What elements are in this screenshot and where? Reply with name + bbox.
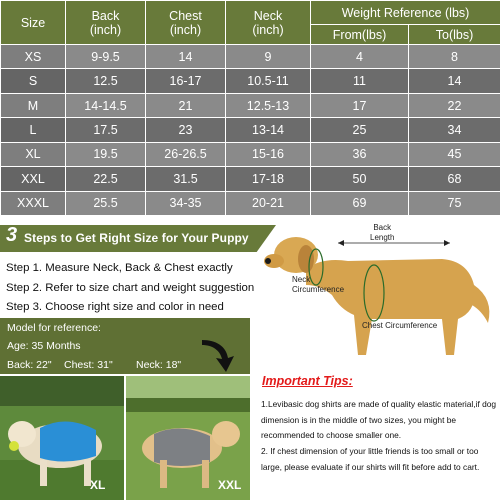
from-cell: 4 <box>311 45 409 69</box>
chest-cell: 34-35 <box>146 191 226 215</box>
dog-measurement-diagram <box>262 215 500 375</box>
header-weight-reference: Weight Reference (lbs) <box>311 1 500 25</box>
table-row <box>1 167 500 191</box>
model-age: Age: 35 Months <box>7 340 81 352</box>
size-cell: M <box>1 93 66 117</box>
back-cell: 22.5 <box>66 167 146 191</box>
from-cell: 50 <box>311 167 409 191</box>
chest-cell: 31.5 <box>146 167 226 191</box>
header-to: To(lbs) <box>409 25 500 45</box>
size-cell: XL <box>1 142 66 166</box>
size-chart-table <box>0 0 500 216</box>
photo-label-xxl: XXL <box>218 478 242 492</box>
step-1: Step 1. Measure Neck, Back & Chest exactly <box>6 262 233 274</box>
photo-xl-dog <box>0 376 124 500</box>
table-row <box>1 93 500 117</box>
chest-cell: 16-17 <box>146 69 226 93</box>
back-cell: 9-9.5 <box>66 45 146 69</box>
from-cell: 25 <box>311 118 409 142</box>
photo-xxl-dog <box>126 376 250 500</box>
to-cell: 22 <box>409 93 500 117</box>
header-neck: Neck (inch) <box>226 1 311 45</box>
tip-1: 1.Levibasic dog shirts are made of quality elastic material,if dog dimension is in the middle of two sizes, you might be recommended to choose smaller one. <box>261 399 497 440</box>
steps-count: 3 <box>6 224 18 246</box>
back-cell: 19.5 <box>66 142 146 166</box>
from-cell: 11 <box>311 69 409 93</box>
step-2: Step 2. Refer to size chart and weight suggestion <box>6 282 255 294</box>
label-chest-circumference: Chest Circumference <box>362 321 438 330</box>
model-back: Back: 22" <box>7 359 52 371</box>
label-neck-circumference: Neck Circumference <box>292 275 345 294</box>
size-cell: XS <box>1 45 66 69</box>
size-cell: L <box>1 118 66 142</box>
chest-cell: 26-26.5 <box>146 142 226 166</box>
table-row <box>1 69 500 93</box>
back-cell: 17.5 <box>66 118 146 142</box>
header-size: Size <box>1 1 66 45</box>
neck-cell: 9 <box>226 45 311 69</box>
steps-banner-title: Steps to Get Right Size for Your Puppy <box>24 231 249 245</box>
table-row <box>1 45 500 69</box>
to-cell: 45 <box>409 142 500 166</box>
size-cell: S <box>1 69 66 93</box>
model-neck: Neck: 18" <box>136 359 182 371</box>
model-heading: Model for reference: <box>7 322 101 334</box>
neck-cell: 15-16 <box>226 142 311 166</box>
to-cell: 68 <box>409 167 500 191</box>
from-cell: 17 <box>311 93 409 117</box>
table-row <box>1 142 500 166</box>
chest-cell: 21 <box>146 93 226 117</box>
chest-cell: 23 <box>146 118 226 142</box>
neck-cell: 13-14 <box>226 118 311 142</box>
table-row <box>1 118 500 142</box>
back-cell: 25.5 <box>66 191 146 215</box>
neck-cell: 20-21 <box>226 191 311 215</box>
label-back-length: Back Length <box>370 223 395 242</box>
from-cell: 36 <box>311 142 409 166</box>
to-cell: 34 <box>409 118 500 142</box>
header-from: From(lbs) <box>311 25 409 45</box>
photo-label-xl: XL <box>90 478 106 492</box>
back-cell: 12.5 <box>66 69 146 93</box>
to-cell: 14 <box>409 69 500 93</box>
neck-cell: 17-18 <box>226 167 311 191</box>
neck-cell: 12.5-13 <box>226 93 311 117</box>
step-3: Step 3. Choose right size and color in need <box>6 301 224 313</box>
neck-cell: 10.5-11 <box>226 69 311 93</box>
to-cell: 8 <box>409 45 500 69</box>
header-chest: Chest (inch) <box>146 1 226 45</box>
to-cell: 75 <box>409 191 500 215</box>
chest-cell: 14 <box>146 45 226 69</box>
tip-2: 2. If chest dimension of your little friends is too small or too large, please evaluate if our shirts will fit before add to cart. <box>261 446 480 472</box>
important-tips-title: Important Tips: <box>262 374 353 388</box>
size-cell: XXXL <box>1 191 66 215</box>
back-cell: 14-14.5 <box>66 93 146 117</box>
curved-arrow-icon <box>198 334 242 374</box>
from-cell: 69 <box>311 191 409 215</box>
model-chest: Chest: 31" <box>64 359 113 371</box>
size-cell: XXL <box>1 167 66 191</box>
table-row <box>1 191 500 215</box>
header-back: Back (inch) <box>66 1 146 45</box>
